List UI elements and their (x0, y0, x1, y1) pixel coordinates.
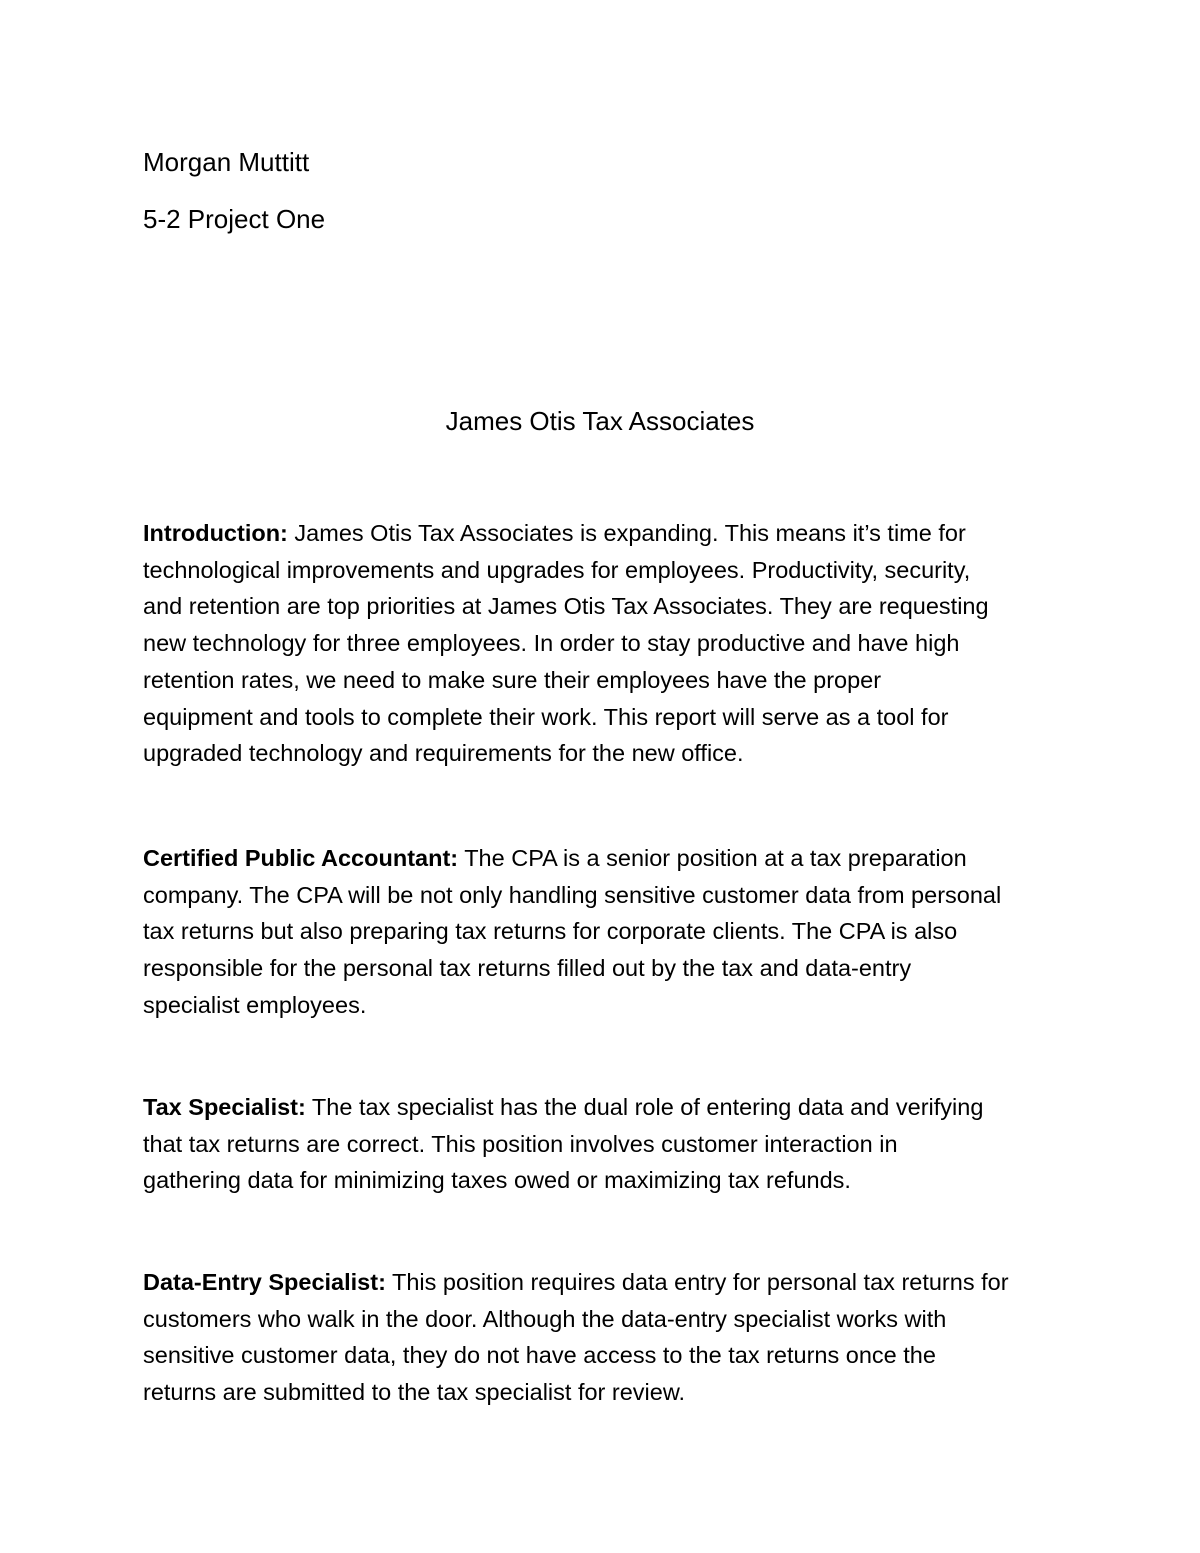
section-line: and retention are top priorities at James Otis Tax Associates. They are requesting (143, 593, 989, 620)
section-line: technological improvements and upgrades for employees. Productivity, security, (143, 556, 971, 583)
section-line (143, 515, 1083, 552)
section-line: returns are submitted to the tax specialist for review. (143, 1379, 686, 1406)
section-line: upgraded technology and requirements for the new office. (143, 740, 744, 767)
section-tax-specialist (143, 1089, 1083, 1199)
section-certified-public-accountant (143, 840, 1083, 1024)
section-text: The CPA is a senior position at a tax preparation (458, 845, 967, 871)
section-text: The tax specialist has the dual role of entering data and verifying (305, 1094, 984, 1120)
section-introduction (143, 515, 1083, 772)
section-line (143, 840, 1083, 877)
section-line: retention rates, we need to make sure their employees have the proper (143, 666, 882, 693)
section-line: that tax returns are correct. This position involves customer interaction in (143, 1130, 898, 1157)
section-line: specialist employees. (143, 991, 367, 1018)
section-line: company. The CPA will be not only handling sensitive customer data from personal (143, 881, 1002, 908)
section-text: This position requires data entry for personal tax returns for (385, 1269, 1009, 1295)
document-title: James Otis Tax Associates (445, 406, 755, 436)
section-line: new technology for three employees. In order to stay productive and have high (143, 630, 960, 657)
assignment-title: 5-2 Project One (143, 204, 326, 234)
section-line: tax returns but also preparing tax returns for corporate clients. The CPA is also (143, 918, 958, 945)
section-label: Data-Entry Specialist: (143, 1269, 386, 1295)
section-line: gathering data for minimizing taxes owed or maximizing tax refunds. (143, 1167, 851, 1194)
author-name: Morgan Muttitt (143, 147, 310, 177)
section-label: Introduction: (143, 520, 288, 546)
section-line: customers who walk in the door. Although the data-entry specialist works with (143, 1305, 947, 1332)
section-data-entry-specialist (143, 1264, 1083, 1411)
section-line: sensitive customer data, they do not have access to the tax returns once the (143, 1342, 936, 1369)
section-text: James Otis Tax Associates is expanding. This means it’s time for (287, 520, 966, 546)
section-line (143, 1089, 1083, 1126)
section-label: Certified Public Accountant: (143, 845, 459, 871)
section-line: responsible for the personal tax returns filled out by the tax and data-entry (143, 955, 912, 982)
section-label: Tax Specialist: (143, 1094, 306, 1120)
section-line: equipment and tools to complete their work. This report will serve as a tool for (143, 703, 949, 730)
section-line (143, 1264, 1083, 1301)
